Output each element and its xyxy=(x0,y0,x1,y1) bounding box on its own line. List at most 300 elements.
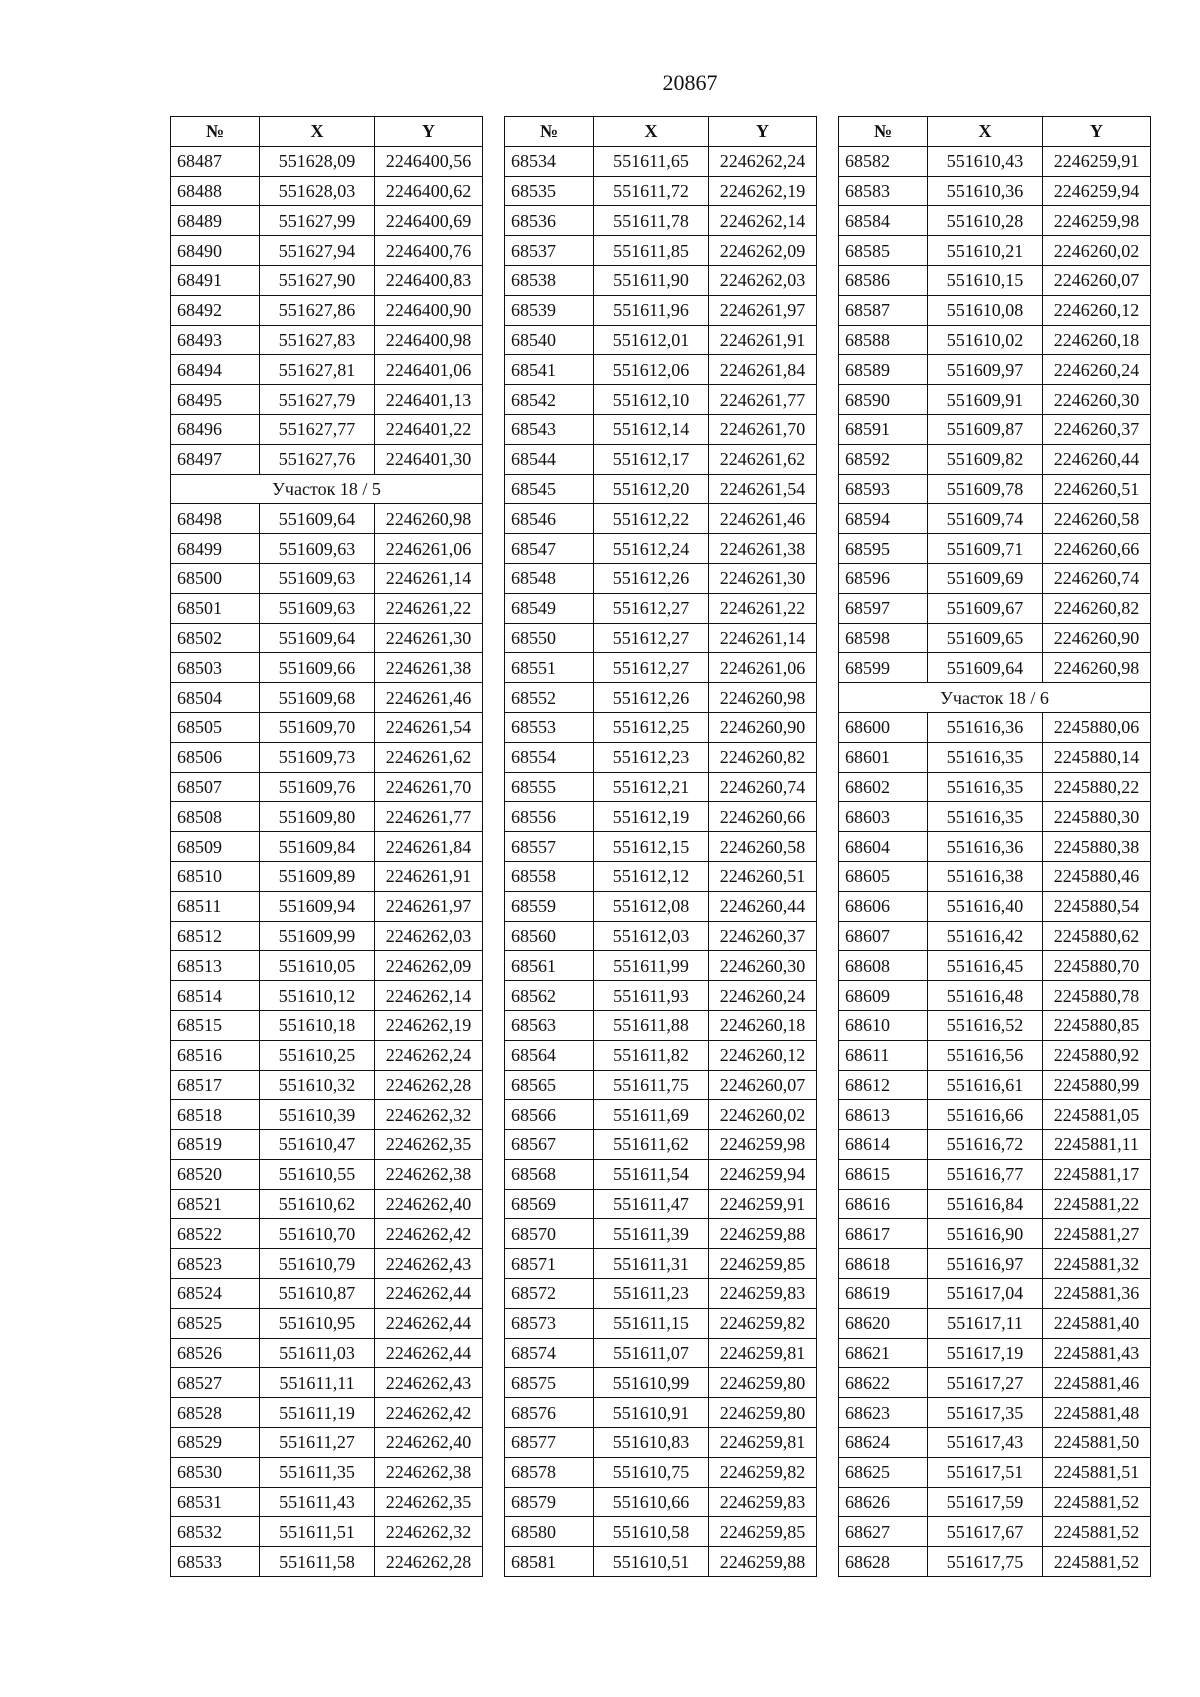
table-row xyxy=(171,1428,483,1458)
y-coordinate-cell: 2246260,44 xyxy=(1043,444,1151,474)
x-coordinate-cell: 551611,27 xyxy=(260,1428,375,1458)
y-coordinate-cell: 2245881,48 xyxy=(1043,1398,1151,1428)
x-coordinate-cell: 551611,75 xyxy=(594,1070,709,1100)
table-row xyxy=(171,1219,483,1249)
x-coordinate-cell: 551612,20 xyxy=(594,474,709,504)
table-row xyxy=(839,712,1151,742)
section-row xyxy=(839,683,1151,713)
point-number-cell: 68564 xyxy=(505,1040,594,1070)
y-coordinate-cell: 2246260,98 xyxy=(375,504,483,534)
table-row xyxy=(839,176,1151,206)
x-coordinate-cell: 551610,83 xyxy=(594,1428,709,1458)
x-coordinate-cell: 551616,48 xyxy=(928,981,1043,1011)
table-row xyxy=(505,355,817,385)
y-coordinate-cell: 2246261,84 xyxy=(375,832,483,862)
x-coordinate-cell: 551610,18 xyxy=(260,1010,375,1040)
x-coordinate-cell: 551610,66 xyxy=(594,1487,709,1517)
x-coordinate-cell: 551612,26 xyxy=(594,683,709,713)
table-row xyxy=(171,146,483,176)
section-row xyxy=(171,474,483,504)
x-coordinate-cell: 551611,99 xyxy=(594,951,709,981)
x-coordinate-cell: 551616,90 xyxy=(928,1219,1043,1249)
point-number-cell: 68505 xyxy=(171,712,260,742)
table-row xyxy=(505,1308,817,1338)
y-coordinate-cell: 2246259,88 xyxy=(709,1547,817,1577)
table-row xyxy=(171,444,483,474)
x-coordinate-cell: 551616,84 xyxy=(928,1189,1043,1219)
y-coordinate-cell: 2245881,52 xyxy=(1043,1487,1151,1517)
point-number-cell: 68566 xyxy=(505,1100,594,1130)
point-number-cell: 68626 xyxy=(839,1487,928,1517)
point-number-cell: 68533 xyxy=(171,1547,260,1577)
point-number-cell: 68492 xyxy=(171,295,260,325)
table-row xyxy=(171,1308,483,1338)
point-number-cell: 68496 xyxy=(171,414,260,444)
y-coordinate-cell: 2246260,98 xyxy=(1043,653,1151,683)
x-coordinate-cell: 551616,35 xyxy=(928,772,1043,802)
table-row xyxy=(505,772,817,802)
point-number-cell: 68523 xyxy=(171,1249,260,1279)
y-coordinate-cell: 2245881,36 xyxy=(1043,1279,1151,1309)
y-coordinate-cell: 2246261,22 xyxy=(375,593,483,623)
table-row xyxy=(505,295,817,325)
y-coordinate-cell: 2246261,54 xyxy=(375,712,483,742)
point-number-cell: 68489 xyxy=(171,206,260,236)
table-row xyxy=(505,444,817,474)
x-coordinate-cell: 551612,03 xyxy=(594,921,709,951)
y-coordinate-cell: 2246400,56 xyxy=(375,146,483,176)
x-coordinate-cell: 551616,52 xyxy=(928,1010,1043,1040)
x-coordinate-cell: 551612,26 xyxy=(594,563,709,593)
table-row xyxy=(505,1487,817,1517)
table-row xyxy=(839,951,1151,981)
x-coordinate-cell: 551612,10 xyxy=(594,385,709,415)
point-number-cell: 68568 xyxy=(505,1159,594,1189)
point-number-cell: 68502 xyxy=(171,623,260,653)
x-coordinate-cell: 551609,73 xyxy=(260,742,375,772)
y-coordinate-cell: 2246262,03 xyxy=(709,265,817,295)
point-number-cell: 68503 xyxy=(171,653,260,683)
y-coordinate-cell: 2245880,46 xyxy=(1043,861,1151,891)
table-row xyxy=(171,265,483,295)
table-row xyxy=(505,742,817,772)
x-coordinate-cell: 551612,19 xyxy=(594,802,709,832)
point-number-cell: 68538 xyxy=(505,265,594,295)
x-coordinate-cell: 551611,35 xyxy=(260,1457,375,1487)
table-row xyxy=(505,1130,817,1160)
y-coordinate-cell: 2245881,52 xyxy=(1043,1547,1151,1577)
point-number-cell: 68491 xyxy=(171,265,260,295)
x-coordinate-cell: 551609,65 xyxy=(928,623,1043,653)
x-coordinate-cell: 551616,77 xyxy=(928,1159,1043,1189)
x-coordinate-cell: 551611,85 xyxy=(594,236,709,266)
point-number-cell: 68581 xyxy=(505,1547,594,1577)
y-coordinate-cell: 2245880,30 xyxy=(1043,802,1151,832)
table-row xyxy=(171,772,483,802)
point-number-cell: 68611 xyxy=(839,1040,928,1070)
x-coordinate-cell: 551616,38 xyxy=(928,861,1043,891)
x-coordinate-cell: 551610,15 xyxy=(928,265,1043,295)
y-coordinate-cell: 2246261,62 xyxy=(375,742,483,772)
point-number-cell: 68510 xyxy=(171,861,260,891)
table-row xyxy=(839,593,1151,623)
point-number-cell: 68594 xyxy=(839,504,928,534)
y-coordinate-cell: 2246260,98 xyxy=(709,683,817,713)
table-row xyxy=(839,1279,1151,1309)
table-row xyxy=(171,1547,483,1577)
y-coordinate-cell: 2246259,83 xyxy=(709,1487,817,1517)
header-x: X xyxy=(594,117,709,147)
x-coordinate-cell: 551610,95 xyxy=(260,1308,375,1338)
point-number-cell: 68561 xyxy=(505,951,594,981)
y-coordinate-cell: 2246262,40 xyxy=(375,1428,483,1458)
table-row xyxy=(171,951,483,981)
x-coordinate-cell: 551616,97 xyxy=(928,1249,1043,1279)
y-coordinate-cell: 2246262,28 xyxy=(375,1070,483,1100)
point-number-cell: 68620 xyxy=(839,1308,928,1338)
table-row xyxy=(839,444,1151,474)
y-coordinate-cell: 2246262,09 xyxy=(709,236,817,266)
y-coordinate-cell: 2246262,14 xyxy=(375,981,483,1011)
table-row xyxy=(505,653,817,683)
y-coordinate-cell: 2246260,02 xyxy=(709,1100,817,1130)
point-number-cell: 68555 xyxy=(505,772,594,802)
table-row xyxy=(171,981,483,1011)
point-number-cell: 68557 xyxy=(505,832,594,862)
point-number-cell: 68589 xyxy=(839,355,928,385)
x-coordinate-cell: 551627,76 xyxy=(260,444,375,474)
table-row xyxy=(839,921,1151,951)
point-number-cell: 68591 xyxy=(839,414,928,444)
y-coordinate-cell: 2245880,54 xyxy=(1043,891,1151,921)
x-coordinate-cell: 551611,39 xyxy=(594,1219,709,1249)
x-coordinate-cell: 551611,78 xyxy=(594,206,709,236)
table-row xyxy=(839,1070,1151,1100)
table-row xyxy=(171,325,483,355)
point-number-cell: 68536 xyxy=(505,206,594,236)
y-coordinate-cell: 2246259,91 xyxy=(709,1189,817,1219)
table-row xyxy=(839,534,1151,564)
point-number-cell: 68524 xyxy=(171,1279,260,1309)
point-number-cell: 68508 xyxy=(171,802,260,832)
header-x: X xyxy=(928,117,1043,147)
x-coordinate-cell: 551627,77 xyxy=(260,414,375,444)
header-y: Y xyxy=(1043,117,1151,147)
table-row xyxy=(171,206,483,236)
point-number-cell: 68612 xyxy=(839,1070,928,1100)
table-row xyxy=(839,325,1151,355)
x-coordinate-cell: 551609,63 xyxy=(260,534,375,564)
x-coordinate-cell: 551610,05 xyxy=(260,951,375,981)
x-coordinate-cell: 551628,09 xyxy=(260,146,375,176)
y-coordinate-cell: 2246262,28 xyxy=(375,1547,483,1577)
table-row xyxy=(505,891,817,921)
point-number-cell: 68499 xyxy=(171,534,260,564)
y-coordinate-cell: 2245880,14 xyxy=(1043,742,1151,772)
table-row xyxy=(171,861,483,891)
table-row xyxy=(505,474,817,504)
table-row xyxy=(839,236,1151,266)
y-coordinate-cell: 2246259,98 xyxy=(1043,206,1151,236)
x-coordinate-cell: 551609,91 xyxy=(928,385,1043,415)
table-row xyxy=(839,1457,1151,1487)
table-row xyxy=(839,1487,1151,1517)
y-coordinate-cell: 2246261,30 xyxy=(709,563,817,593)
y-coordinate-cell: 2246260,24 xyxy=(1043,355,1151,385)
table-row xyxy=(171,1070,483,1100)
table-row xyxy=(171,921,483,951)
x-coordinate-cell: 551617,11 xyxy=(928,1308,1043,1338)
x-coordinate-cell: 551612,27 xyxy=(594,623,709,653)
y-coordinate-cell: 2246262,44 xyxy=(375,1279,483,1309)
x-coordinate-cell: 551609,78 xyxy=(928,474,1043,504)
table-row xyxy=(839,1249,1151,1279)
x-coordinate-cell: 551609,64 xyxy=(260,623,375,653)
point-number-cell: 68493 xyxy=(171,325,260,355)
y-coordinate-cell: 2246260,66 xyxy=(1043,534,1151,564)
point-number-cell: 68521 xyxy=(171,1189,260,1219)
point-number-cell: 68586 xyxy=(839,265,928,295)
y-coordinate-cell: 2246261,54 xyxy=(709,474,817,504)
x-coordinate-cell: 551609,80 xyxy=(260,802,375,832)
point-number-cell: 68553 xyxy=(505,712,594,742)
y-coordinate-cell: 2246259,80 xyxy=(709,1398,817,1428)
table-row xyxy=(171,1487,483,1517)
y-coordinate-cell: 2246260,12 xyxy=(1043,295,1151,325)
table-row xyxy=(171,891,483,921)
table-header xyxy=(505,117,817,147)
y-coordinate-cell: 2246259,88 xyxy=(709,1219,817,1249)
point-number-cell: 68520 xyxy=(171,1159,260,1189)
point-number-cell: 68516 xyxy=(171,1040,260,1070)
table-row xyxy=(505,861,817,891)
y-coordinate-cell: 2246400,90 xyxy=(375,295,483,325)
x-coordinate-cell: 551610,70 xyxy=(260,1219,375,1249)
point-number-cell: 68573 xyxy=(505,1308,594,1338)
point-number-cell: 68530 xyxy=(171,1457,260,1487)
x-coordinate-cell: 551612,06 xyxy=(594,355,709,385)
table-row xyxy=(505,921,817,951)
point-number-cell: 68509 xyxy=(171,832,260,862)
y-coordinate-cell: 2246262,32 xyxy=(375,1100,483,1130)
point-number-cell: 68540 xyxy=(505,325,594,355)
point-number-cell: 68529 xyxy=(171,1428,260,1458)
point-number-cell: 68610 xyxy=(839,1010,928,1040)
table-row xyxy=(839,891,1151,921)
table-row xyxy=(505,1398,817,1428)
point-number-cell: 68588 xyxy=(839,325,928,355)
y-coordinate-cell: 2246259,81 xyxy=(709,1428,817,1458)
x-coordinate-cell: 551610,36 xyxy=(928,176,1043,206)
x-coordinate-cell: 551609,63 xyxy=(260,563,375,593)
x-coordinate-cell: 551609,64 xyxy=(260,504,375,534)
table-row xyxy=(171,1159,483,1189)
x-coordinate-cell: 551610,32 xyxy=(260,1070,375,1100)
x-coordinate-cell: 551610,87 xyxy=(260,1279,375,1309)
y-coordinate-cell: 2246400,98 xyxy=(375,325,483,355)
point-number-cell: 68607 xyxy=(839,921,928,951)
y-coordinate-cell: 2246261,77 xyxy=(709,385,817,415)
x-coordinate-cell: 551612,24 xyxy=(594,534,709,564)
y-coordinate-cell: 2246261,70 xyxy=(375,772,483,802)
table-row xyxy=(171,1457,483,1487)
table-row xyxy=(505,623,817,653)
table-row xyxy=(839,1368,1151,1398)
x-coordinate-cell: 551609,63 xyxy=(260,593,375,623)
table-row xyxy=(839,1159,1151,1189)
table-row xyxy=(505,236,817,266)
x-coordinate-cell: 551610,25 xyxy=(260,1040,375,1070)
table-row xyxy=(171,593,483,623)
point-number-cell: 68541 xyxy=(505,355,594,385)
y-coordinate-cell: 2245881,43 xyxy=(1043,1338,1151,1368)
table-row xyxy=(505,1428,817,1458)
table-row xyxy=(505,1010,817,1040)
x-coordinate-cell: 551611,19 xyxy=(260,1398,375,1428)
table-row xyxy=(171,504,483,534)
x-coordinate-cell: 551616,35 xyxy=(928,802,1043,832)
table-row xyxy=(839,265,1151,295)
point-number-cell: 68615 xyxy=(839,1159,928,1189)
point-number-cell: 68490 xyxy=(171,236,260,266)
y-coordinate-cell: 2246260,24 xyxy=(709,981,817,1011)
point-number-cell: 68600 xyxy=(839,712,928,742)
x-coordinate-cell: 551627,81 xyxy=(260,355,375,385)
x-coordinate-cell: 551610,79 xyxy=(260,1249,375,1279)
table-row xyxy=(839,1428,1151,1458)
y-coordinate-cell: 2246262,24 xyxy=(375,1040,483,1070)
y-coordinate-cell: 2246262,24 xyxy=(709,146,817,176)
point-number-cell: 68604 xyxy=(839,832,928,862)
table-row xyxy=(839,653,1151,683)
table-row xyxy=(839,861,1151,891)
table-row xyxy=(171,236,483,266)
y-coordinate-cell: 2246262,38 xyxy=(375,1159,483,1189)
x-coordinate-cell: 551612,15 xyxy=(594,832,709,862)
x-coordinate-cell: 551617,35 xyxy=(928,1398,1043,1428)
table-row xyxy=(505,1159,817,1189)
y-coordinate-cell: 2246400,76 xyxy=(375,236,483,266)
y-coordinate-cell: 2245881,22 xyxy=(1043,1189,1151,1219)
y-coordinate-cell: 2246261,97 xyxy=(375,891,483,921)
x-coordinate-cell: 551611,31 xyxy=(594,1249,709,1279)
x-coordinate-cell: 551617,51 xyxy=(928,1457,1043,1487)
x-coordinate-cell: 551611,88 xyxy=(594,1010,709,1040)
point-number-cell: 68606 xyxy=(839,891,928,921)
x-coordinate-cell: 551610,08 xyxy=(928,295,1043,325)
x-coordinate-cell: 551610,91 xyxy=(594,1398,709,1428)
header-number: № xyxy=(505,117,594,147)
point-number-cell: 68614 xyxy=(839,1130,928,1160)
table-row xyxy=(505,1100,817,1130)
point-number-cell: 68582 xyxy=(839,146,928,176)
x-coordinate-cell: 551616,42 xyxy=(928,921,1043,951)
y-coordinate-cell: 2246261,46 xyxy=(375,683,483,713)
point-number-cell: 68550 xyxy=(505,623,594,653)
x-coordinate-cell: 551610,75 xyxy=(594,1457,709,1487)
table-row xyxy=(171,683,483,713)
x-coordinate-cell: 551627,79 xyxy=(260,385,375,415)
point-number-cell: 68587 xyxy=(839,295,928,325)
point-number-cell: 68569 xyxy=(505,1189,594,1219)
y-coordinate-cell: 2245881,40 xyxy=(1043,1308,1151,1338)
y-coordinate-cell: 2246259,81 xyxy=(709,1338,817,1368)
x-coordinate-cell: 551612,27 xyxy=(594,593,709,623)
point-number-cell: 68549 xyxy=(505,593,594,623)
point-number-cell: 68580 xyxy=(505,1517,594,1547)
x-coordinate-cell: 551617,19 xyxy=(928,1338,1043,1368)
x-coordinate-cell: 551611,72 xyxy=(594,176,709,206)
x-coordinate-cell: 551612,23 xyxy=(594,742,709,772)
page-number: 20867 xyxy=(662,70,718,95)
x-coordinate-cell: 551627,99 xyxy=(260,206,375,236)
point-number-cell: 68532 xyxy=(171,1517,260,1547)
point-number-cell: 68571 xyxy=(505,1249,594,1279)
y-coordinate-cell: 2246259,98 xyxy=(709,1130,817,1160)
point-number-cell: 68583 xyxy=(839,176,928,206)
header-number: № xyxy=(839,117,928,147)
x-coordinate-cell: 551610,58 xyxy=(594,1517,709,1547)
table-row xyxy=(505,593,817,623)
table-row xyxy=(505,832,817,862)
table-row xyxy=(839,802,1151,832)
x-coordinate-cell: 551616,40 xyxy=(928,891,1043,921)
x-coordinate-cell: 551611,15 xyxy=(594,1308,709,1338)
table-row xyxy=(505,1040,817,1070)
point-number-cell: 68601 xyxy=(839,742,928,772)
point-number-cell: 68592 xyxy=(839,444,928,474)
x-coordinate-cell: 551612,27 xyxy=(594,653,709,683)
point-number-cell: 68602 xyxy=(839,772,928,802)
y-coordinate-cell: 2246260,58 xyxy=(1043,504,1151,534)
y-coordinate-cell: 2246262,42 xyxy=(375,1219,483,1249)
x-coordinate-cell: 551611,43 xyxy=(260,1487,375,1517)
table-row xyxy=(171,1189,483,1219)
x-coordinate-cell: 551610,43 xyxy=(928,146,1043,176)
coordinates-table-middle xyxy=(504,116,817,1577)
y-coordinate-cell: 2246261,38 xyxy=(375,653,483,683)
table-row xyxy=(505,414,817,444)
x-coordinate-cell: 551610,47 xyxy=(260,1130,375,1160)
point-number-cell: 68542 xyxy=(505,385,594,415)
y-coordinate-cell: 2246260,18 xyxy=(1043,325,1151,355)
table-row xyxy=(839,355,1151,385)
x-coordinate-cell: 551616,72 xyxy=(928,1130,1043,1160)
table-header xyxy=(171,117,483,147)
y-coordinate-cell: 2246261,14 xyxy=(375,563,483,593)
point-number-cell: 68534 xyxy=(505,146,594,176)
table-row xyxy=(171,742,483,772)
x-coordinate-cell: 551611,69 xyxy=(594,1100,709,1130)
x-coordinate-cell: 551611,90 xyxy=(594,265,709,295)
point-number-cell: 68535 xyxy=(505,176,594,206)
y-coordinate-cell: 2245880,85 xyxy=(1043,1010,1151,1040)
table-row xyxy=(505,1279,817,1309)
y-coordinate-cell: 2246259,85 xyxy=(709,1249,817,1279)
x-coordinate-cell: 551609,82 xyxy=(928,444,1043,474)
y-coordinate-cell: 2245880,92 xyxy=(1043,1040,1151,1070)
y-coordinate-cell: 2246260,30 xyxy=(1043,385,1151,415)
y-coordinate-cell: 2245880,78 xyxy=(1043,981,1151,1011)
x-coordinate-cell: 551611,11 xyxy=(260,1368,375,1398)
x-coordinate-cell: 551616,45 xyxy=(928,951,1043,981)
table-row xyxy=(505,981,817,1011)
point-number-cell: 68501 xyxy=(171,593,260,623)
y-coordinate-cell: 2245881,17 xyxy=(1043,1159,1151,1189)
point-number-cell: 68576 xyxy=(505,1398,594,1428)
point-number-cell: 68528 xyxy=(171,1398,260,1428)
y-coordinate-cell: 2245881,46 xyxy=(1043,1368,1151,1398)
